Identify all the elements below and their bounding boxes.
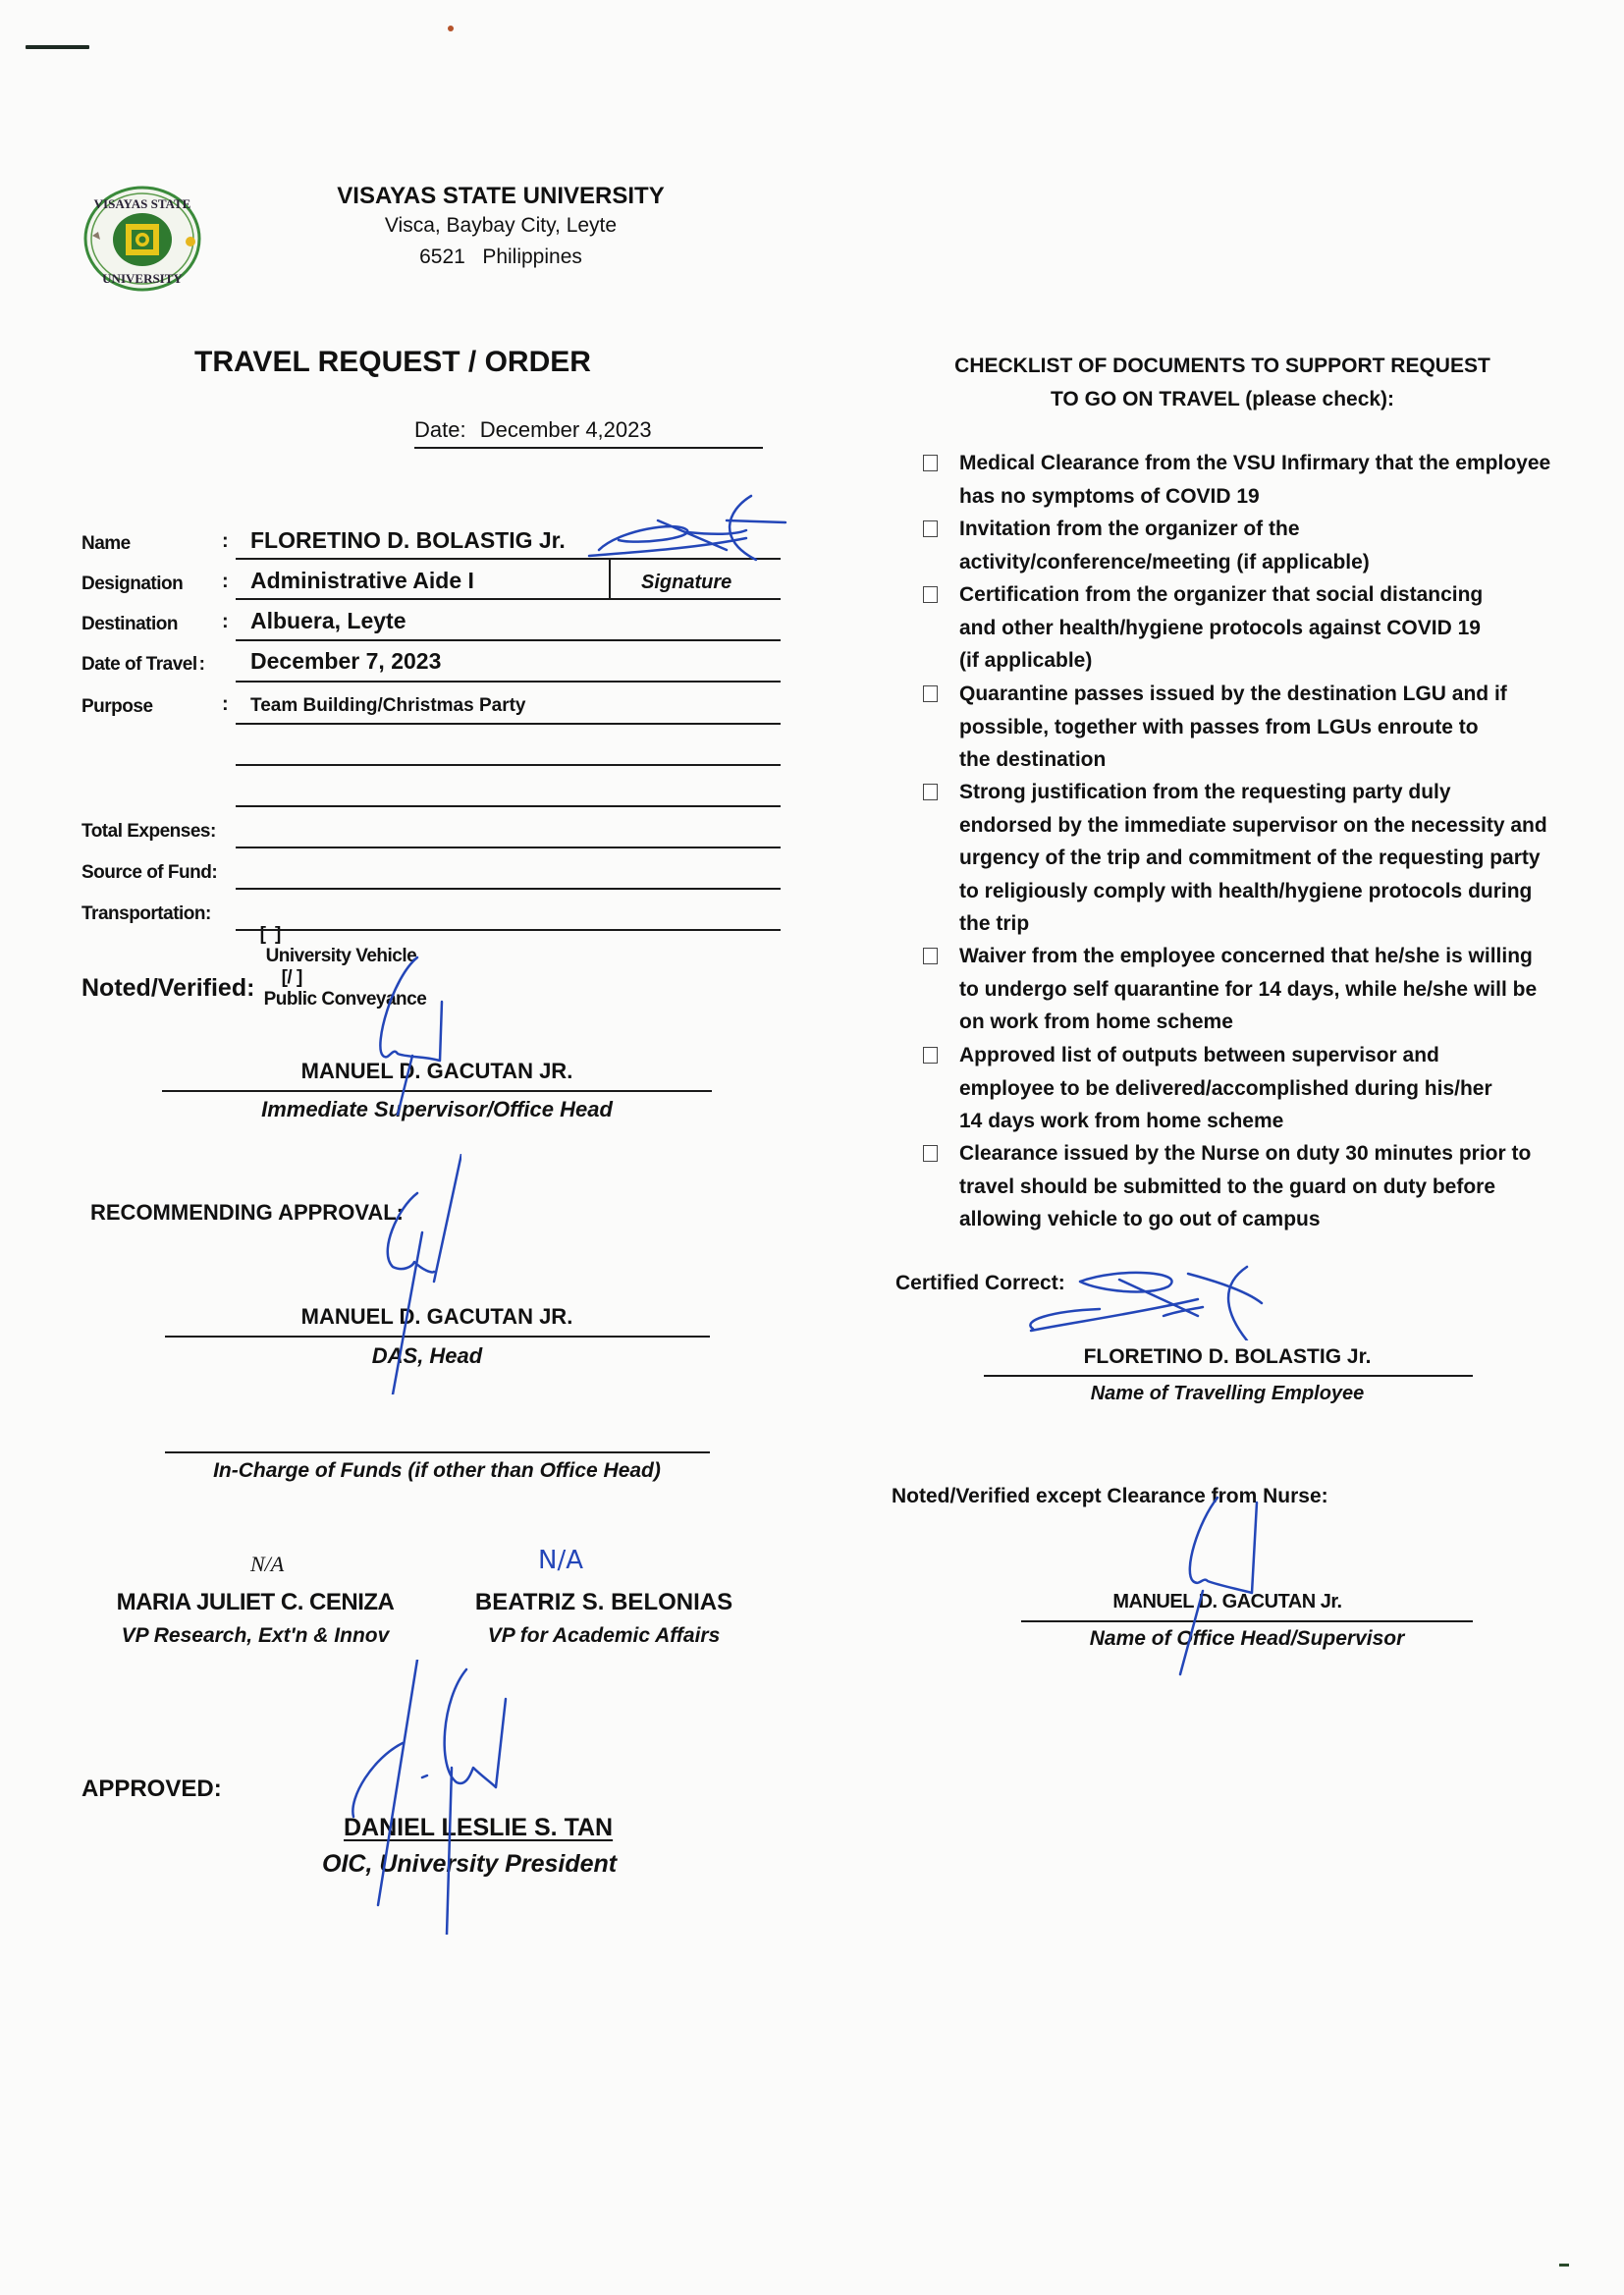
nurse-exception-signatory-role: Name of Office Head/Supervisor: [1089, 1627, 1405, 1650]
checklist-item: [923, 513, 1551, 578]
checklist-item: [923, 678, 1551, 777]
signature-divider: [609, 558, 611, 599]
nurse-exception-label: Noted/Verified except Clearance from Nurse:: [892, 1485, 1328, 1507]
checklist-item-text: Invitation from the organizer of the activity/conference/meeting (if applicable): [959, 518, 1370, 574]
checklist-item: [923, 1039, 1551, 1138]
source-of-fund-underline: [236, 888, 781, 890]
vp-academic-na-note: N/A: [538, 1546, 583, 1575]
purpose-underline-3: [236, 805, 781, 807]
university-address-line1: Visca, Baybay City, Leyte: [384, 214, 618, 237]
checklist-item-text: Medical Clearance from the VSU Infirmary that the employee has no symptoms of COVID 19: [959, 452, 1551, 508]
destination-underline: [236, 639, 781, 641]
name-field[interactable]: FLORETINO D. BOLASTIG Jr.: [250, 527, 566, 553]
date-of-travel-underline: [236, 681, 781, 683]
request-date: [414, 417, 763, 443]
signature-caption: Signature: [641, 572, 732, 593]
approved-label: APPROVED:: [81, 1776, 222, 1802]
certified-correct-label: Certified Correct:: [895, 1272, 1065, 1294]
seal-text-bottom: UNIVERSITY: [102, 271, 183, 286]
university-name: VISAYAS STATE UNIVERSITY: [337, 183, 665, 209]
public-conveyance-label: Public Conveyance: [263, 989, 427, 1010]
purpose-label: Purpose: [81, 696, 153, 717]
president-role: OIC, University President: [322, 1850, 618, 1878]
checklist-item-text: Strong justification from the requesting party duly endorsed by the immediate supervisor on the necessity and urgency of the trip and commitment of the requesting party to religiously comply with health/hygiene protocols during the trip: [959, 781, 1547, 935]
colon: :: [222, 571, 229, 592]
applicant-signature: [579, 491, 795, 565]
certified-signature-line: [984, 1375, 1473, 1377]
checklist-item: [923, 447, 1551, 513]
colon: :: [222, 693, 229, 715]
president-name: DANIEL LESLIE S. TAN: [344, 1814, 614, 1841]
checklist-item: [923, 578, 1551, 678]
noted-signatory-role: Immediate Supervisor/Office Head: [261, 1097, 613, 1121]
vp-research-role: VP Research, Ext'n & Innov: [121, 1624, 390, 1647]
date-underline: [414, 447, 763, 449]
checklist-item: [923, 776, 1551, 941]
checklist-item-text: Approved list of outputs between supervisor and employee to be delivered/accomplished during his/her 14 days work from home scheme: [959, 1044, 1492, 1132]
checkbox[interactable]: [923, 685, 938, 702]
funds-signatory-role: In-Charge of Funds (if other than Office Head): [213, 1459, 661, 1482]
recommending-approval-label: RECOMMENDING APPROVAL:: [90, 1200, 404, 1225]
checkbox[interactable]: [923, 784, 938, 800]
date-value: December 4,2023: [479, 417, 652, 442]
checklist-title: [923, 350, 1522, 416]
transportation-label: Transportation:: [81, 903, 211, 924]
university-vehicle-label: University Vehicle: [265, 946, 417, 966]
checklist-item-text: Clearance issued by the Nurse on duty 30 minutes prior to travel should be submitted to the guard on duty before allowing vehicle to go out of campus: [959, 1142, 1532, 1230]
total-expenses-label: Total Expenses:: [81, 821, 216, 842]
certified-employee-name: FLORETINO D. BOLASTIG Jr.: [1083, 1345, 1372, 1368]
checklist-item-text: Quarantine passes issued by the destination LGU and if possible, together with passes from LGUs enroute to the destination: [959, 683, 1507, 771]
vp-research-na-note: N/A: [250, 1552, 285, 1576]
purpose-field[interactable]: Team Building/Christmas Party: [250, 695, 526, 716]
colon: :: [222, 530, 229, 552]
noted-signature-line: [162, 1090, 712, 1092]
certified-employee-role: Name of Travelling Employee: [1090, 1383, 1365, 1404]
designation-label: Designation: [81, 574, 184, 594]
checklist-title-line1: CHECKLIST OF DOCUMENTS TO SUPPORT REQUEST: [954, 355, 1490, 377]
checkbox[interactable]: [923, 586, 938, 603]
checkbox[interactable]: [923, 1047, 938, 1064]
checklist-title-line2: TO GO ON TRAVEL (please check):: [1050, 388, 1395, 410]
scan-mark-dot: [448, 26, 454, 31]
designation-field[interactable]: Administrative Aide I: [250, 568, 474, 593]
recommending-signature-line: [165, 1336, 710, 1338]
vp-academic-name: BEATRIZ S. BELONIAS: [474, 1589, 733, 1615]
vp-research-name: MARIA JULIET C. CENIZA: [116, 1589, 395, 1615]
name-label: Name: [81, 533, 131, 554]
checklist-item-text: Certification from the organizer that social distancing and other health/hygiene protocols against COVID 19 (if applicable): [959, 583, 1484, 672]
destination-field[interactable]: Albuera, Leyte: [250, 608, 406, 633]
purpose-underline-2: [236, 764, 781, 766]
checklist-item: [923, 940, 1551, 1039]
scan-mark-dash: [26, 45, 89, 49]
destination-label: Destination: [81, 614, 178, 634]
recommending-signatory-role: DAS, Head: [371, 1343, 483, 1368]
transportation-underline: [236, 929, 781, 931]
name-underline: [236, 558, 781, 560]
president-signature: [334, 1660, 569, 1935]
nurse-exception-signatory-name: MANUEL D. GACUTAN Jr.: [1112, 1591, 1342, 1612]
checklist-item: [923, 1137, 1551, 1236]
recommending-signatory-name: MANUEL D. GACUTAN JR.: [300, 1304, 573, 1329]
checkbox[interactable]: [923, 948, 938, 964]
date-of-travel-field[interactable]: December 7, 2023: [250, 648, 442, 674]
public-conveyance-checkbox[interactable]: [/ ]: [281, 967, 302, 988]
transportation-options: [250, 902, 426, 1011]
source-of-fund-label: Source of Fund:: [81, 862, 218, 883]
date-label: Date:: [414, 417, 466, 442]
funds-signature-line: [165, 1451, 710, 1453]
date-of-travel-label: Date of Travel :: [81, 654, 205, 675]
university-address-line2: 6521 Philippines: [419, 246, 582, 268]
designation-underline: [236, 598, 781, 600]
form-title: TRAVEL REQUEST / ORDER: [194, 346, 591, 378]
noted-signatory-name: MANUEL D. GACUTAN JR.: [300, 1059, 573, 1083]
checkbox[interactable]: [923, 1145, 938, 1162]
scan-mark-corner: [1559, 2264, 1569, 2267]
vp-academic-role: VP for Academic Affairs: [487, 1624, 721, 1647]
university-header: [295, 183, 707, 273]
nurse-exception-signature-line: [1021, 1620, 1473, 1622]
checkbox[interactable]: [923, 455, 938, 471]
university-seal-icon: [79, 185, 206, 293]
colon: :: [222, 611, 229, 632]
purpose-underline-1: [236, 723, 781, 725]
noted-verified-label: Noted/Verified:: [81, 974, 255, 1002]
total-expenses-underline: [236, 847, 781, 848]
checklist-item-text: Waiver from the employee concerned that he/she is willing to undergo self quarantine for 14 days, while he/she will be on work from home scheme: [959, 945, 1538, 1033]
checkbox[interactable]: [923, 520, 938, 537]
seal-text-top: VISAYAS STATE: [93, 196, 191, 211]
university-vehicle-checkbox[interactable]: [ ]: [259, 924, 281, 945]
